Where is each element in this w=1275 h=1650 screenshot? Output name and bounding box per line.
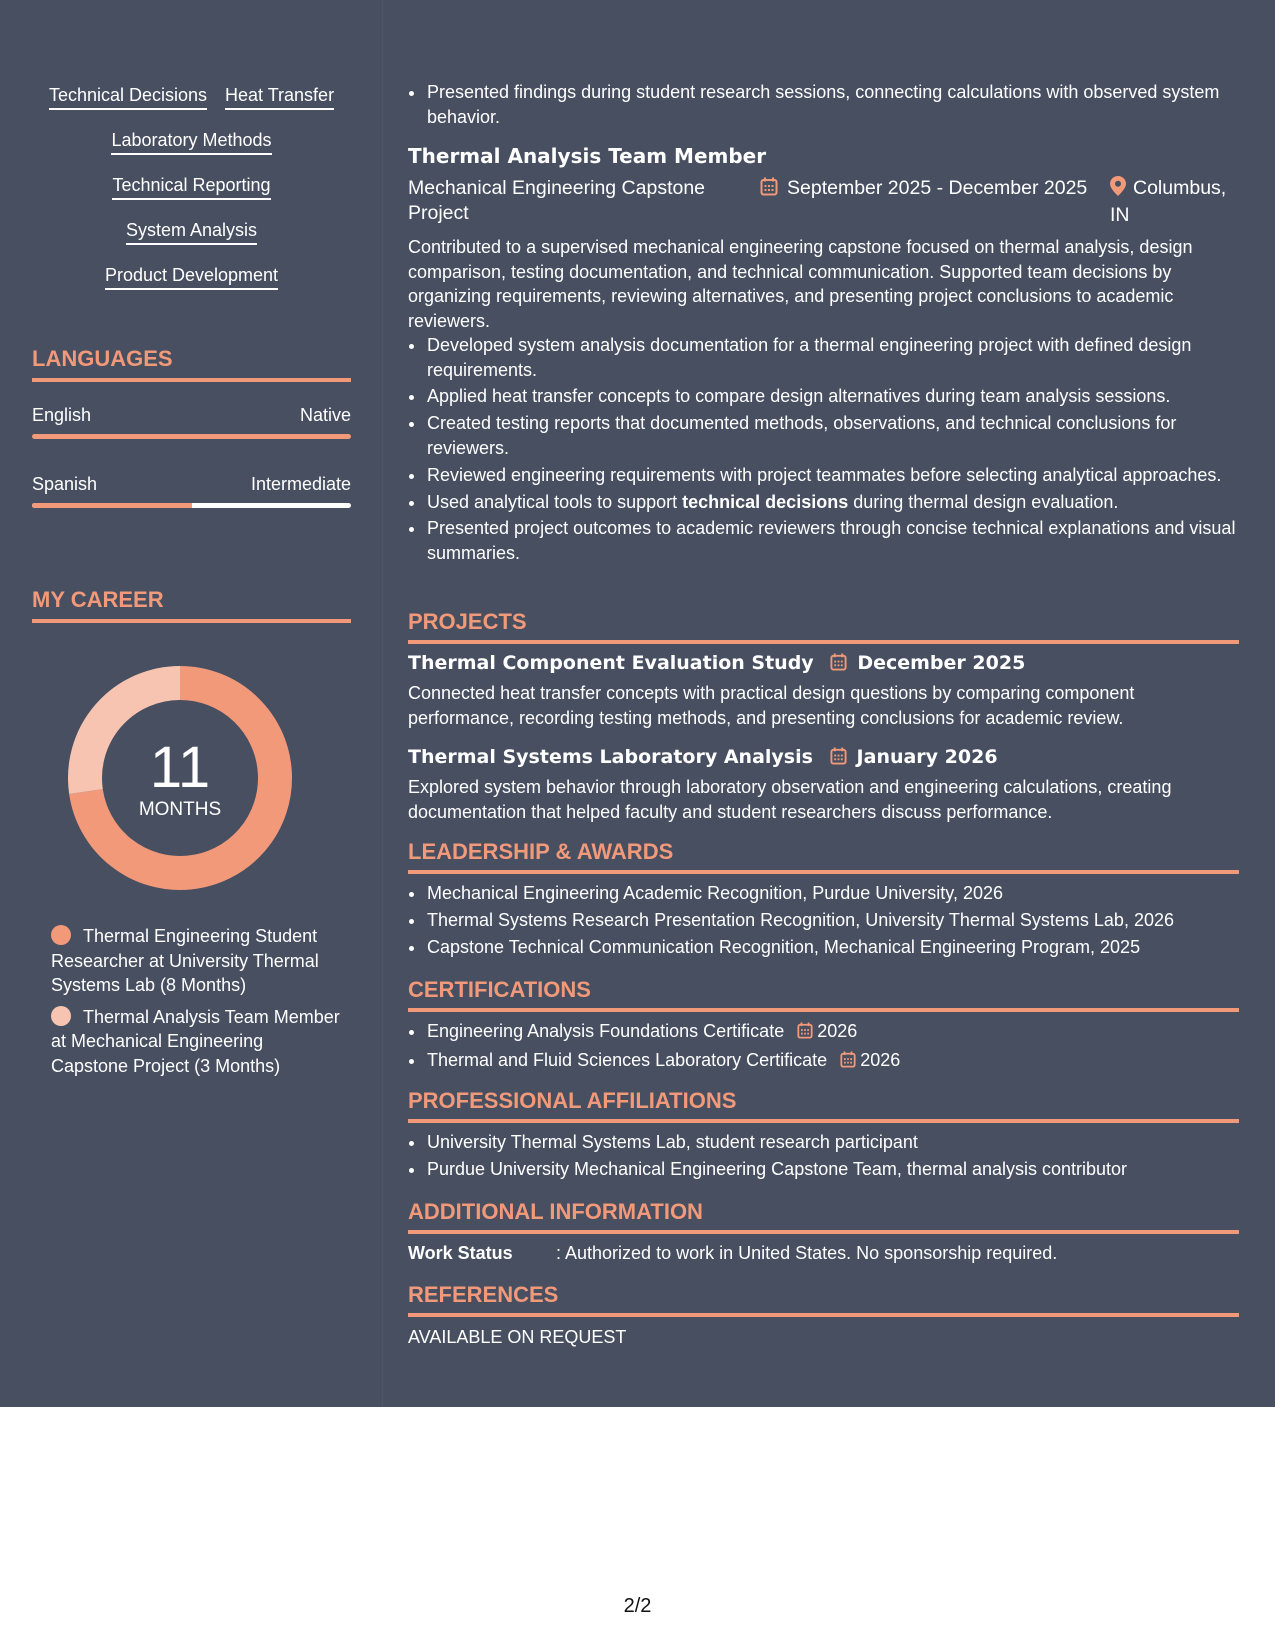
skill-row: [32, 84, 351, 129]
award-item: • Mechanical Engineering Academic Recognition, Purdue University, 2026: [426, 881, 1257, 906]
language-bar-fill: [32, 434, 351, 439]
location-pin-icon: [1110, 176, 1126, 203]
skill-tag: Technical Reporting: [112, 174, 270, 200]
certifications-heading: CERTIFICATIONS: [408, 977, 1239, 1012]
bullet-item: • Applied heat transfer concepts to compare design alternatives during team analysis sessions.: [426, 384, 1257, 409]
job-dates-text: September 2025 - December 2025: [787, 177, 1088, 199]
bullet-item: • Reviewed engineering requirements with project teammates before selecting analytical approaches.: [426, 463, 1257, 488]
award-item: • Thermal Systems Research Presentation Recognition, University Thermal Systems Lab, 2026: [426, 908, 1257, 933]
skill-tag: Heat Transfer: [225, 84, 334, 110]
calendar-icon: [830, 747, 847, 771]
career-donut-chart: [67, 665, 293, 891]
skill-row: [32, 129, 351, 174]
job-summary: Contributed to a supervised mechanical engineering capstone focused on thermal analysis, design comparison, testing documentation, and technical communication. Supported team decisions by organizing requirements, reviewing alternatives, and presenting project conclusions to academic reviewers.: [408, 237, 1193, 331]
references-value: AVAILABLE ON REQUEST: [408, 1327, 627, 1347]
work-status-label: Work Status: [408, 1243, 513, 1263]
job-company: Mechanical Engineering Capstone Project: [408, 177, 706, 224]
language-bar: [32, 503, 351, 508]
work-status-row: [408, 1241, 1057, 1265]
projects-heading: PROJECTS: [408, 609, 1239, 644]
legend-item: [51, 924, 341, 998]
job-location: [1110, 176, 1240, 227]
skill-tag: Product Development: [105, 264, 278, 290]
affiliation-item: • Purdue University Mechanical Engineering Capstone Team, thermal analysis contributor: [426, 1157, 1257, 1182]
legend-label: Thermal Analysis Team Member at Mechanical Engineering Capstone Project (3 Months): [51, 1006, 340, 1076]
language-name: Spanish: [32, 474, 98, 494]
language-level: Native: [299, 405, 351, 425]
work-status-value: : Authorized to work in United States. No sponsorship required.: [556, 1243, 1058, 1263]
career-heading: MY CAREER: [32, 587, 351, 623]
bullet-text: during thermal design evaluation.: [848, 491, 1119, 512]
references-heading: REFERENCES: [408, 1282, 1239, 1317]
legend-dot: [51, 925, 71, 945]
bullet-item: • Developed system analysis documentation for a thermal engineering project with defined design requirements.: [426, 333, 1257, 382]
languages-heading: LANGUAGES: [32, 346, 351, 382]
career-total-months: 11: [149, 735, 211, 800]
bullet-item: • Presented project outcomes to academic reviewers through concise technical explanations and visual summaries.: [426, 516, 1257, 565]
language-level: Intermediate: [250, 474, 351, 494]
calendar-icon: [760, 177, 778, 203]
cert-date: 2026: [817, 1021, 858, 1041]
previous-job-bullets: [408, 80, 1238, 131]
career-legend: [51, 924, 341, 1085]
page-number: 2/2: [623, 1595, 652, 1617]
cert-name: Thermal and Fluid Sciences Laboratory Certificate: [427, 1049, 828, 1070]
project-name: Thermal Systems Laboratory Analysis: [408, 746, 813, 768]
bullet-item: • Presented findings during student research sessions, connecting calculations with observed system behavior.: [426, 80, 1238, 129]
legend-label: Thermal Engineering Student Researcher at University Thermal Systems Lab (8 Months): [51, 926, 319, 995]
bullet-item: [426, 490, 1257, 515]
awards-heading: LEADERSHIP & AWARDS: [408, 839, 1239, 874]
job-meta: [408, 176, 1239, 226]
job-bullets: [408, 333, 1257, 568]
skill-row: [32, 219, 351, 264]
skill-row: [32, 174, 351, 219]
cert-item: [426, 1048, 1257, 1075]
project-description: Explored system behavior through laboratory observation and engineering calculations, creating documentation that helped faculty and student researchers discuss performance.: [408, 777, 1172, 822]
project-date: December 2025: [857, 652, 1026, 674]
skill-tag: Laboratory Methods: [111, 129, 271, 155]
bullet-item: • Created testing reports that documented methods, observations, and technical conclusions for reviewers.: [426, 411, 1257, 460]
cert-date: 2026: [860, 1049, 901, 1070]
affiliations-heading: PROFESSIONAL AFFILIATIONS: [408, 1088, 1239, 1123]
job-title: Thermal Analysis Team Member: [408, 144, 767, 168]
project-date: January 2026: [856, 746, 998, 768]
certifications-list: [408, 1019, 1257, 1077]
bullet-bold-text: technical decisions: [682, 491, 849, 512]
additional-info-heading: ADDITIONAL INFORMATION: [408, 1199, 1239, 1234]
legend-dot: [51, 1006, 71, 1026]
job-location-text: Columbus, IN: [1110, 177, 1227, 226]
legend-item: [51, 1005, 341, 1079]
language-bar: [32, 434, 351, 439]
award-item: • Capstone Technical Communication Recognition, Mechanical Engineering Program, 2025: [426, 935, 1257, 960]
column-divider: [382, 0, 383, 1407]
cert-item: [426, 1019, 1257, 1046]
language-name: English: [32, 405, 92, 425]
project-header: [408, 651, 1025, 677]
skills-list: [32, 84, 351, 309]
bullet-text: Used analytical tools to support: [427, 491, 683, 512]
calendar-icon: [797, 1021, 813, 1046]
language-row: [32, 473, 351, 495]
job-dates: [760, 176, 1087, 203]
calendar-icon: [830, 653, 847, 677]
project-name: Thermal Component Evaluation Study: [408, 652, 814, 674]
language-row: [32, 404, 351, 426]
project-description: Connected heat transfer concepts with practical design questions by comparing component performance, recording testing methods, and presenting conclusions for academic review.: [408, 683, 1135, 728]
career-total-unit: MONTHS: [138, 799, 222, 820]
project-header: [408, 745, 998, 771]
skill-tag: Technical Decisions: [49, 84, 207, 110]
skill-row: [32, 264, 351, 309]
affiliations-list: [408, 1130, 1257, 1184]
cert-name: Engineering Analysis Foundations Certificate: [427, 1021, 785, 1041]
awards-list: [408, 881, 1257, 962]
skill-tag: System Analysis: [126, 219, 257, 245]
calendar-icon: [840, 1050, 856, 1075]
affiliation-item: • University Thermal Systems Lab, student research participant: [426, 1130, 1257, 1155]
language-bar-fill: [32, 503, 192, 508]
